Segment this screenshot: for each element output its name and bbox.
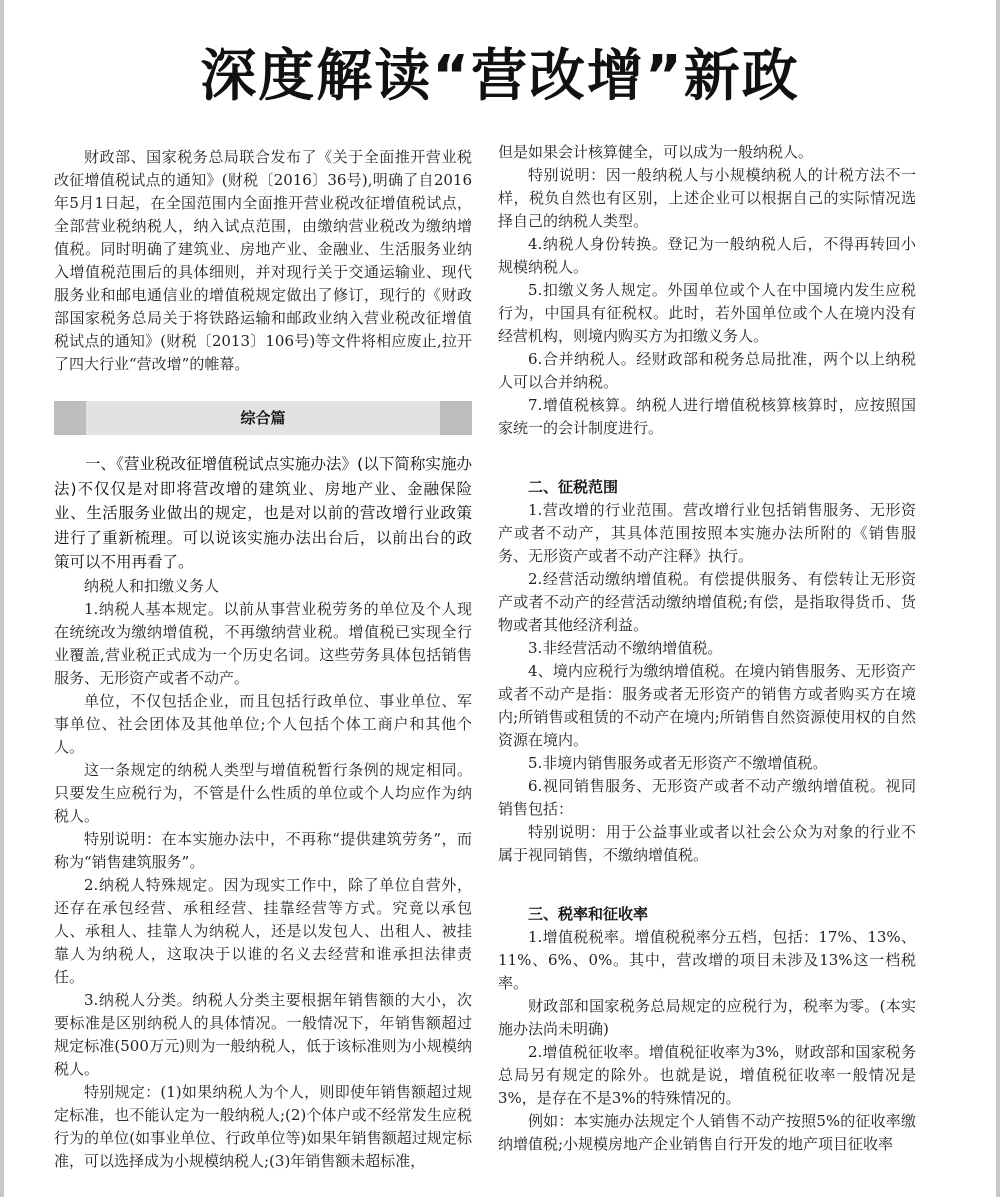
paragraph: 5.非境内销售服务或者无形资产不缴增值税。 <box>528 754 828 772</box>
paragraph: 例如：本实施办法规定个人销售不动产按照5%的征收率缴纳增值税;小规模房地产企业销售自行开发的地产项目征收率 <box>498 1112 916 1153</box>
paragraph: 这一条规定的纳税人类型与增值税暂行条例的规定相同。只要发生应税行为，不管是什么性质的单位或个人均应作为纳税人。 <box>54 760 472 825</box>
paragraph: 2.经营活动缴纳增值税。有偿提供服务、有偿转让无形资产或者不动产的经营活动缴纳增值税;有偿，是指取得货币、货物或者其他经济利益。 <box>498 570 916 634</box>
heading-tax-scope: 二、征税范围 <box>528 478 619 496</box>
page-title: 深度解读“营改增”新政 <box>200 44 800 109</box>
page-edge-right <box>996 0 1000 1197</box>
paragraph: 4.纳税人身份转换。登记为一般纳税人后，不得再转回小规模纳税人。 <box>498 235 916 276</box>
section-title: 综合篇 <box>240 409 286 427</box>
paragraph: 特别规定：(1)如果纳税人为个人，则即使年销售额超过规定标准，也不能认定为一般纳税人;(2)个体户或不经常发生应税行为的单位(如事业单位、行政单位等)如果年销售额超过规定标准，可以选择成为小规模纳税人;(3)年销售额未超标准， <box>54 1082 472 1170</box>
heading-tax-rates: 三、税率和征收率 <box>528 905 649 923</box>
section-bar <box>54 401 472 435</box>
paragraph: 1.营改增的行业范围。营改增行业包括销售服务、无形资产或者不动产，其具体范围按照本实施办法所附的《销售服务、无形资产或者不动产注释》执行。 <box>498 501 916 565</box>
subheading-taxpayers: 纳税人和扣缴义务人 <box>84 576 220 595</box>
paragraph: 7.增值税核算。纳税人进行增值税核算核算时，应按照国家统一的会计制度进行。 <box>498 396 916 437</box>
paragraph: 4、境内应税行为缴纳增值税。在境内销售服务、无形资产或者不动产是指：服务或者无形资产的销售方或者购买方在境内;所销售或租赁的不动产在境内;所销售自然资源使用权的自然资源在境内。 <box>498 662 916 749</box>
page-edge-left <box>0 0 4 1197</box>
spacer <box>498 440 916 476</box>
right-column <box>498 141 916 1156</box>
paragraph: 特别说明：用于公益事业或者以社会公众为对象的行业不属于视同销售，不缴纳增值税。 <box>498 823 916 864</box>
paragraph: 5.扣缴义务人规定。外国单位或个人在中国境内发生应税行为，中国具有征税权。此时，若外国单位或个人在境内没有经营机构，则境内购买方为扣缴义务人。 <box>498 281 916 345</box>
paragraph: 单位，不仅包括企业，而且包括行政单位、事业单位、军事单位、社会团体及其他单位;个人包括个体工商户和其他个人。 <box>54 691 472 756</box>
paragraph: 3.非经营活动不缴纳增值税。 <box>528 639 723 657</box>
paragraph: 特别说明：因一般纳税人与小规模纳税人的计税方法不一样，税负自然也有区别，上述企业可以根据自己的实际情况选择自己的纳税人类型。 <box>498 166 916 230</box>
paragraph: 6.合并纳税人。经财政部和税务总局批准，两个以上纳税人可以合并纳税。 <box>498 350 916 391</box>
paragraph: 2.纳税人特殊规定。因为现实工作中，除了单位自营外，还存在承包经营、承租经营、挂靠经营等方式。究竟以承包人、承租人、挂靠人为纳税人，还是以发包人、出租人、被挂靠人为纳税人，这取决于以谁的名义去经营和谁承担法律责任。 <box>54 875 472 986</box>
paragraph: 特别说明：在本实施办法中，不再称“提供建筑劳务”，而称为“销售建筑服务”。 <box>54 829 472 871</box>
paragraph: 3.纳税人分类。纳税人分类主要根据年销售额的大小，次要标准是区别纳税人的具体情况。一般情况下，年销售额超过规定标准(500万元)则为一般纳税人，低于该标准则为小规模纳税人。 <box>54 990 472 1078</box>
paragraph: 1.纳税人基本规定。以前从事营业税劳务的单位及个人现在统统改为缴纳增值税，不再缴纳营业税。增值税已实现全行业覆盖,营业税正式成为一个历史名词。这些劳务具体包括销售服务、无形资产或者不动产。 <box>54 599 472 687</box>
left-column <box>54 141 472 1173</box>
paragraph: 1.增值税税率。增值税税率分五档，包括：17%、13%、11%、6%、0%。其中，营改增的项目未涉及13%这一档税率。 <box>498 928 916 992</box>
intro-paragraph: 财政部、国家税务总局联合发布了《关于全面推开营业税改征增值税试点的通知》(财税〔2016〕36号),明确了自2016年5月1日起，在全国范围内全面推开营业税改征增值税试点，全部营业税纳税人，纳入试点范围，由缴纳营业税改为缴纳增值税。同时明确了建筑业、房地产业、金融业、生活服务业纳入增值税范围后的具体细则，并对现行关于交通运输业、现代服务业和邮电通信业的增值税规定做出了修订，现行的《财政部国家税务总局关于将铁路运输和邮政业纳入营业税改征增值税试点的通知》(财税〔2013〕106号)等文件将相应废止,拉开了四大行业“营改增”的帷幕。 <box>54 148 472 373</box>
spacer <box>498 867 916 903</box>
paragraph: 2.增值税征收率。增值税征收率为3%，财政部和国家税务总局另有规定的除外。也就是说，增值税征收率一般情况是3%，是存在不是3%的特殊情况的。 <box>498 1043 916 1107</box>
paragraph: 但是如果会计核算健全，可以成为一般纳税人。 <box>498 143 814 161</box>
bold-paragraph: 一、《营业税改征增值税试点实施办法》(以下简称实施办法)不仅仅是对即将营改增的建筑业、房地产业、金融保险业、生活服务业做出的规定，也是对以前的营改增行业政策进行了重新梳理。可以说该实施办法出台后，以前出台的政策可以不用再看了。 <box>54 455 472 571</box>
paragraph: 财政部和国家税务总局规定的应税行为，税率为零。(本实施办法尚未明确) <box>498 997 916 1038</box>
paragraph: 6.视同销售服务、无形资产或者不动产缴纳增值税。视同销售包括： <box>498 777 916 818</box>
